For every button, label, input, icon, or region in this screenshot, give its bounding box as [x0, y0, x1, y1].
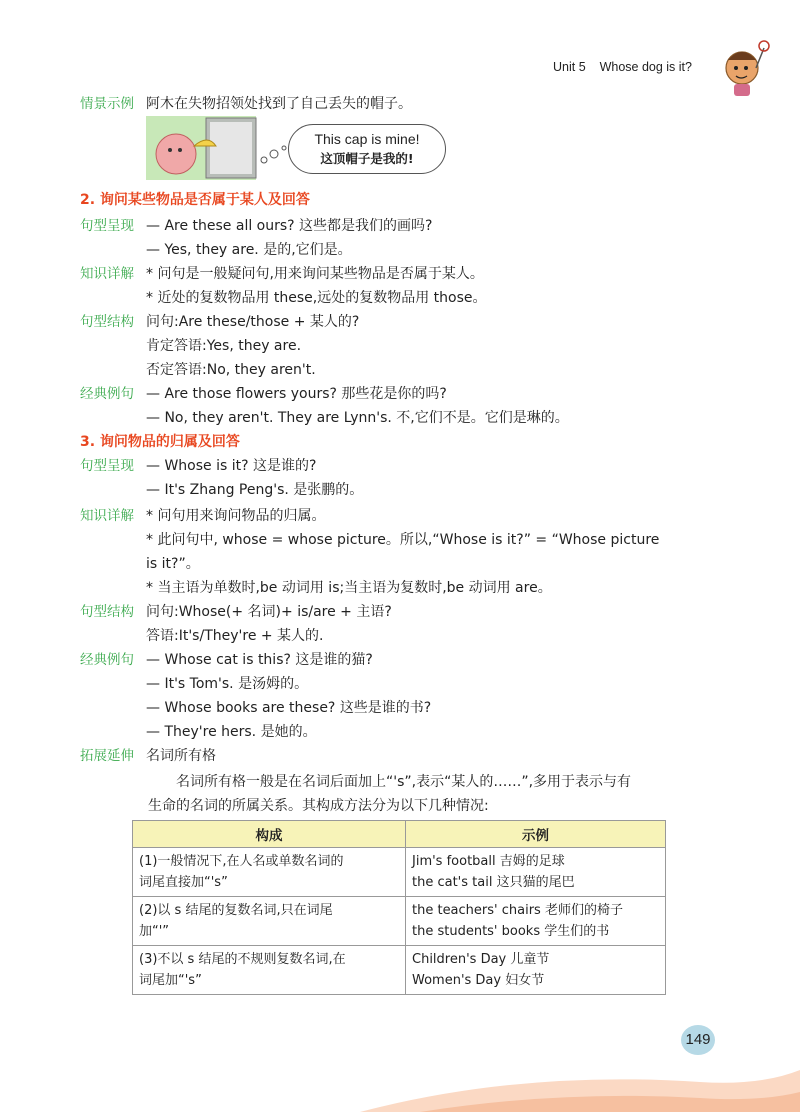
- rule-line: (2)以 s 结尾的复数名词,只在词尾: [139, 903, 333, 918]
- s3-detail-1-text: * 问句用来询问物品的归属。: [146, 508, 326, 524]
- s2-example-label: 经典例句: [80, 386, 134, 402]
- unit-title: Whose dog is it?: [599, 60, 692, 74]
- table-row: [133, 897, 666, 946]
- example-line: the teachers' chairs 老师们的椅子: [412, 903, 623, 918]
- example-line: Women's Day 妇女节: [412, 973, 545, 988]
- table-cell-rule: [133, 848, 406, 897]
- table-cell-rule: [133, 946, 406, 995]
- s3-pattern-label: 句型呈现: [80, 458, 134, 474]
- example-line: Children's Day 儿童节: [412, 952, 550, 967]
- extension-label: 拓展延伸: [80, 748, 134, 764]
- s3-detail-2a: * 此问句中, whose = whose picture。所以,“Whose is it?” = “Whose picture: [146, 532, 660, 548]
- table-header-example: 示例: [406, 821, 666, 848]
- s3-example-1: [80, 650, 740, 670]
- table-cell-rule: [133, 897, 406, 946]
- footer-wave-decoration: [0, 1040, 800, 1112]
- mascot-icon: [720, 38, 770, 98]
- s3-example-1-text: — Whose cat is this? 这是谁的猫?: [146, 652, 373, 668]
- table-row: [133, 946, 666, 995]
- table-cell-example: [406, 897, 666, 946]
- rule-line: 词尾加“'s”: [139, 973, 202, 988]
- s2-example-q-text: — Are those flowers yours? 那些花是你的吗?: [146, 386, 447, 402]
- rule-line: 词尾直接加“'s”: [139, 875, 228, 890]
- s2-detail-2: * 近处的复数物品用 these,远处的复数物品用 those。: [146, 290, 487, 306]
- s3-struct-q-text: 问句:Whose(+ 名词)+ is/are + 主语?: [146, 604, 392, 620]
- page-number-badge: 149: [681, 1025, 715, 1055]
- extension-title: 名词所有格: [146, 748, 216, 764]
- example-line: Jim's football 吉姆的足球: [412, 854, 565, 869]
- s2-pattern-a: — Yes, they are. 是的,它们是。: [146, 242, 352, 258]
- table-header-row: [133, 821, 666, 848]
- table-cell-example: [406, 848, 666, 897]
- table-cell-example: [406, 946, 666, 995]
- example-line: the students' books 学生们的书: [412, 924, 610, 939]
- s3-pattern-q: [80, 456, 740, 476]
- unit-label: Unit 5: [553, 60, 586, 74]
- s3-example-4: — They're hers. 是她的。: [146, 724, 317, 740]
- s2-pattern-label: 句型呈现: [80, 218, 134, 234]
- example-line: the cat's tail 这只猫的尾巴: [412, 875, 575, 890]
- s3-detail-label: 知识详解: [80, 508, 134, 524]
- running-header: [553, 60, 692, 74]
- bubble-english: This cap is mine!: [314, 131, 420, 147]
- s2-struct-label: 句型结构: [80, 314, 134, 330]
- s3-detail-2b: is it?”。: [146, 556, 200, 572]
- s3-example-3: — Whose books are these? 这些是谁的书?: [146, 700, 432, 716]
- s2-detail-1: [80, 264, 740, 284]
- s3-detail-1: [80, 506, 740, 526]
- table-row: [133, 848, 666, 897]
- bubble-chinese: 这顶帽子是我的!: [320, 151, 414, 166]
- rule-line: (1)一般情况下,在人名或单数名词的: [139, 854, 344, 869]
- s3-struct-q: [80, 602, 740, 622]
- s3-pattern-a: — It's Zhang Peng's. 是张鹏的。: [146, 482, 364, 498]
- table-header-rule: 构成: [133, 821, 406, 848]
- s2-example-q: [80, 384, 740, 404]
- s2-pattern-q: [80, 216, 740, 236]
- section3-heading: 3. 询问物品的归属及回答: [80, 434, 240, 450]
- s2-struct-yes: 肯定答语:Yes, they are.: [146, 338, 302, 354]
- s3-pattern-q-text: — Whose is it? 这是谁的?: [146, 458, 317, 474]
- s2-detail-1-text: * 问句是一般疑问句,用来询问某些物品是否属于某人。: [146, 266, 484, 282]
- extension-para-1: 名词所有格一般是在名词后面加上“'s”,表示“某人的……”,多用于表示与有: [176, 774, 632, 790]
- s3-struct-a: 答语:It's/They're + 某人的.: [146, 628, 324, 644]
- s3-detail-3: * 当主语为单数时,be 动词用 is;当主语为复数时,be 动词用 are。: [146, 580, 552, 596]
- extension-para-2: 生命的名词的所属关系。其构成方法分为以下几种情况:: [148, 798, 489, 814]
- s2-struct-no: 否定答语:No, they aren't.: [146, 362, 316, 378]
- scene-label: 情景示例: [80, 96, 134, 112]
- s2-pattern-q-text: — Are these all ours? 这些都是我们的画吗?: [146, 218, 433, 234]
- s2-detail-label: 知识详解: [80, 266, 134, 282]
- s3-struct-label: 句型结构: [80, 604, 134, 620]
- s2-example-a: — No, they aren't. They are Lynn's. 不,它们不是。它们是琳的。: [146, 410, 569, 426]
- s2-struct-q-text: 问句:Are these/those + 某人的?: [146, 314, 360, 330]
- possessive-table: [132, 820, 666, 995]
- s3-example-label: 经典例句: [80, 652, 134, 668]
- section2-heading: 2. 询问某些物品是否属于某人及回答: [80, 192, 310, 208]
- scene-text: 阿木在失物招领处找到了自己丢失的帽子。: [146, 96, 412, 112]
- s3-example-2: — It's Tom's. 是汤姆的。: [146, 676, 309, 692]
- s2-struct-q: [80, 312, 740, 332]
- rule-line: (3)不以 s 结尾的不规则复数名词,在: [139, 952, 346, 967]
- speech-bubble: [288, 124, 446, 174]
- extension-title-row: [80, 746, 740, 766]
- scene-row: [80, 94, 740, 114]
- rule-line: 加“'”: [139, 924, 170, 939]
